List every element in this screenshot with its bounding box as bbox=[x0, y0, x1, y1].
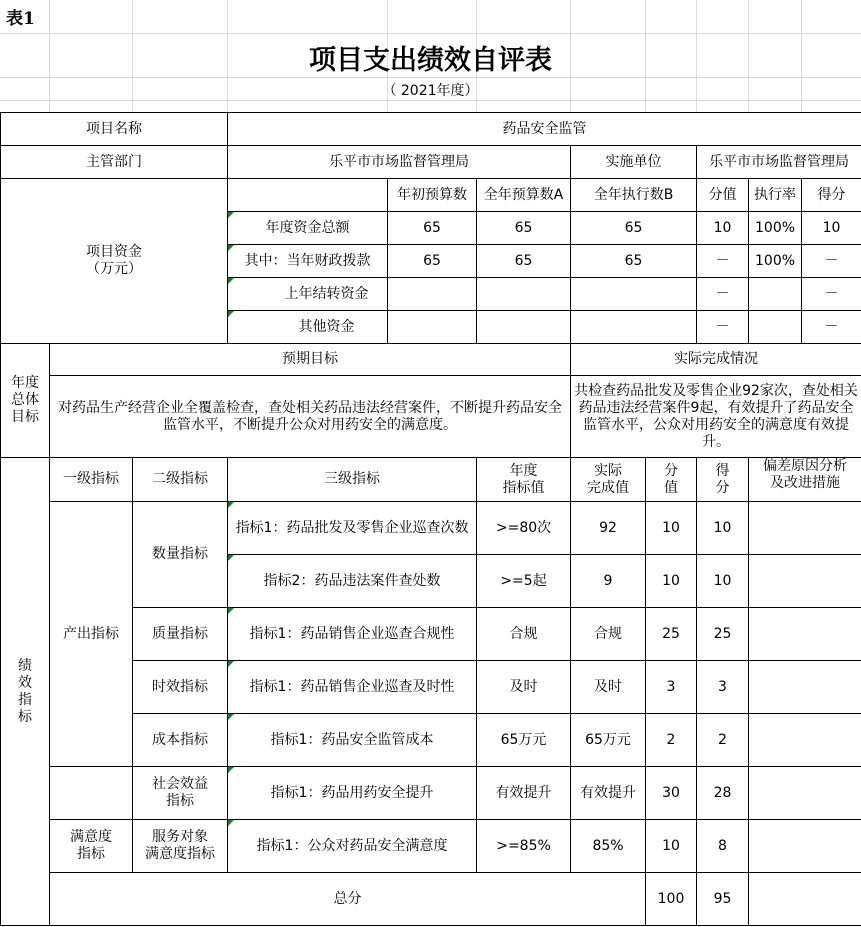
indicator-remark bbox=[749, 608, 861, 661]
level3-indicator: 指标1：药品批发及零售企业巡查次数 bbox=[228, 502, 477, 555]
funds-score-value: － bbox=[697, 311, 749, 344]
indicator-target: 合规 bbox=[477, 608, 571, 661]
indicator-value: 3 bbox=[646, 661, 697, 714]
perf-header: 得 分 bbox=[697, 458, 749, 502]
indicator-score: 3 bbox=[697, 661, 749, 714]
actual-result-text: 共检查药品批发及零售企业92家次，查处相关药品违法经营案件9起，有效提升了药品安全监管水平，公众对用药安全的满意度有效提升。 bbox=[571, 376, 861, 458]
funds-executed: 65 bbox=[571, 212, 697, 245]
funds-executed bbox=[571, 311, 697, 344]
funds-score-value: 10 bbox=[697, 212, 749, 245]
funds-score: 10 bbox=[802, 212, 861, 245]
level1-satisfaction: 满意度 指标 bbox=[50, 820, 133, 873]
funds-initial: 65 bbox=[388, 245, 477, 278]
funds-rate bbox=[749, 278, 802, 311]
funds-annual bbox=[477, 311, 571, 344]
indicator-score: 25 bbox=[697, 608, 749, 661]
indicator-actual: 65万元 bbox=[571, 714, 646, 767]
impl-label: 实施单位 bbox=[571, 146, 697, 179]
indicator-remark bbox=[749, 767, 861, 820]
indicator-value: 10 bbox=[646, 502, 697, 555]
perf-header: 年度 指标值 bbox=[477, 458, 571, 502]
indicator-remark bbox=[749, 661, 861, 714]
funds-score-value: － bbox=[697, 245, 749, 278]
level3-indicator: 指标1：药品销售企业巡查合规性 bbox=[228, 608, 477, 661]
level3-indicator: 指标1：药品安全监管成本 bbox=[228, 714, 477, 767]
indicator-target: >=85% bbox=[477, 820, 571, 873]
indicator-remark bbox=[749, 555, 861, 608]
funds-annual: 65 bbox=[477, 245, 571, 278]
indicator-target: 65万元 bbox=[477, 714, 571, 767]
funds-header: 全年预算数A bbox=[477, 179, 571, 212]
self-evaluation-table bbox=[0, 112, 861, 926]
indicator-value: 10 bbox=[646, 555, 697, 608]
expected-goal-text: 对药品生产经营企业全覆盖检查，查处相关药品违法经营案件，不断提升药品安全监管水平，不断提升公众对用药安全的满意度。 bbox=[50, 376, 571, 458]
level2-quantity: 数量指标 bbox=[133, 502, 228, 608]
funds-item-name: 上年结转资金 bbox=[228, 278, 388, 311]
funds-header: 全年执行数B bbox=[571, 179, 697, 212]
funds-executed bbox=[571, 278, 697, 311]
funds-score: － bbox=[802, 278, 861, 311]
level1-blank bbox=[50, 767, 133, 820]
funds-initial bbox=[388, 278, 477, 311]
indicator-actual: 合规 bbox=[571, 608, 646, 661]
perf-header: 一级指标 bbox=[50, 458, 133, 502]
level3-indicator: 指标1：药品销售企业巡查及时性 bbox=[228, 661, 477, 714]
indicator-score: 10 bbox=[697, 502, 749, 555]
level3-indicator: 指标1：公众对药品安全满意度 bbox=[228, 820, 477, 873]
funds-score-value: － bbox=[697, 278, 749, 311]
indicator-remark bbox=[749, 502, 861, 555]
indicator-value: 2 bbox=[646, 714, 697, 767]
level1-output: 产出指标 bbox=[50, 502, 133, 767]
indicator-actual: 9 bbox=[571, 555, 646, 608]
level2-quality: 质量指标 bbox=[133, 608, 228, 661]
project-name-value: 药品安全监管 bbox=[228, 113, 861, 146]
funds-rate bbox=[749, 311, 802, 344]
funds-item-name: 其他资金 bbox=[228, 311, 388, 344]
total-score: 95 bbox=[697, 873, 749, 926]
funds-blank-header bbox=[228, 179, 388, 212]
funds-rate: 100% bbox=[749, 212, 802, 245]
expected-header: 预期目标 bbox=[50, 344, 571, 376]
indicator-value: 25 bbox=[646, 608, 697, 661]
level2-cost: 成本指标 bbox=[133, 714, 228, 767]
funds-initial: 65 bbox=[388, 212, 477, 245]
total-label: 总分 bbox=[50, 873, 646, 926]
funds-annual: 65 bbox=[477, 212, 571, 245]
funds-header: 分值 bbox=[697, 179, 749, 212]
funds-header: 执行率 bbox=[749, 179, 802, 212]
indicator-actual: 85% bbox=[571, 820, 646, 873]
indicator-target: >=80次 bbox=[477, 502, 571, 555]
indicator-actual: 有效提升 bbox=[571, 767, 646, 820]
perf-header: 实际 完成值 bbox=[571, 458, 646, 502]
funds-item-name: 其中：当年财政拨款 bbox=[228, 245, 388, 278]
level2-social-benefit: 社会效益 指标 bbox=[133, 767, 228, 820]
page-title: 项目支出绩效自评表 bbox=[309, 45, 552, 76]
indicator-actual: 及时 bbox=[571, 661, 646, 714]
project-name-label: 项目名称 bbox=[1, 113, 228, 146]
funds-executed: 65 bbox=[571, 245, 697, 278]
funds-label: 项目资金 （万元） bbox=[1, 179, 228, 344]
level3-indicator: 指标2：药品违法案件查处数 bbox=[228, 555, 477, 608]
indicator-actual: 92 bbox=[571, 502, 646, 555]
level2-timeliness: 时效指标 bbox=[133, 661, 228, 714]
indicator-target: 及时 bbox=[477, 661, 571, 714]
level2-service-satisfaction: 服务对象 满意度指标 bbox=[133, 820, 228, 873]
year-line: （ 2021年度） bbox=[382, 83, 479, 99]
funds-initial bbox=[388, 311, 477, 344]
funds-header: 年初预算数 bbox=[388, 179, 477, 212]
funds-score: － bbox=[802, 311, 861, 344]
indicator-target: 有效提升 bbox=[477, 767, 571, 820]
level3-indicator: 指标1：药品用药安全提升 bbox=[228, 767, 477, 820]
indicator-score: 28 bbox=[697, 767, 749, 820]
perf-header: 三级指标 bbox=[228, 458, 477, 502]
indicator-value: 10 bbox=[646, 820, 697, 873]
perf-header: 二级指标 bbox=[133, 458, 228, 502]
indicator-target: >=5起 bbox=[477, 555, 571, 608]
funds-item-name: 年度资金总额 bbox=[228, 212, 388, 245]
perf-header: 偏差原因分析 及改进措施 bbox=[749, 458, 861, 502]
indicator-score: 2 bbox=[697, 714, 749, 767]
table-label: 表1 bbox=[6, 4, 39, 29]
dept-value: 乐平市市场监督管理局 bbox=[228, 146, 571, 179]
indicator-value: 30 bbox=[646, 767, 697, 820]
indicator-score: 8 bbox=[697, 820, 749, 873]
funds-rate: 100% bbox=[749, 245, 802, 278]
perf-label: 绩 效 指 标 bbox=[1, 458, 50, 926]
perf-header: 分 值 bbox=[646, 458, 697, 502]
impl-value: 乐平市市场监督管理局 bbox=[697, 146, 861, 179]
indicator-score: 10 bbox=[697, 555, 749, 608]
indicator-remark bbox=[749, 820, 861, 873]
indicator-remark bbox=[749, 714, 861, 767]
goals-label: 年度 总体 目标 bbox=[1, 344, 50, 458]
funds-score: － bbox=[802, 245, 861, 278]
funds-annual bbox=[477, 278, 571, 311]
total-remark bbox=[749, 873, 861, 926]
actual-header: 实际完成情况 bbox=[571, 344, 861, 376]
dept-label: 主管部门 bbox=[1, 146, 228, 179]
total-value: 100 bbox=[646, 873, 697, 926]
funds-header: 得分 bbox=[802, 179, 861, 212]
